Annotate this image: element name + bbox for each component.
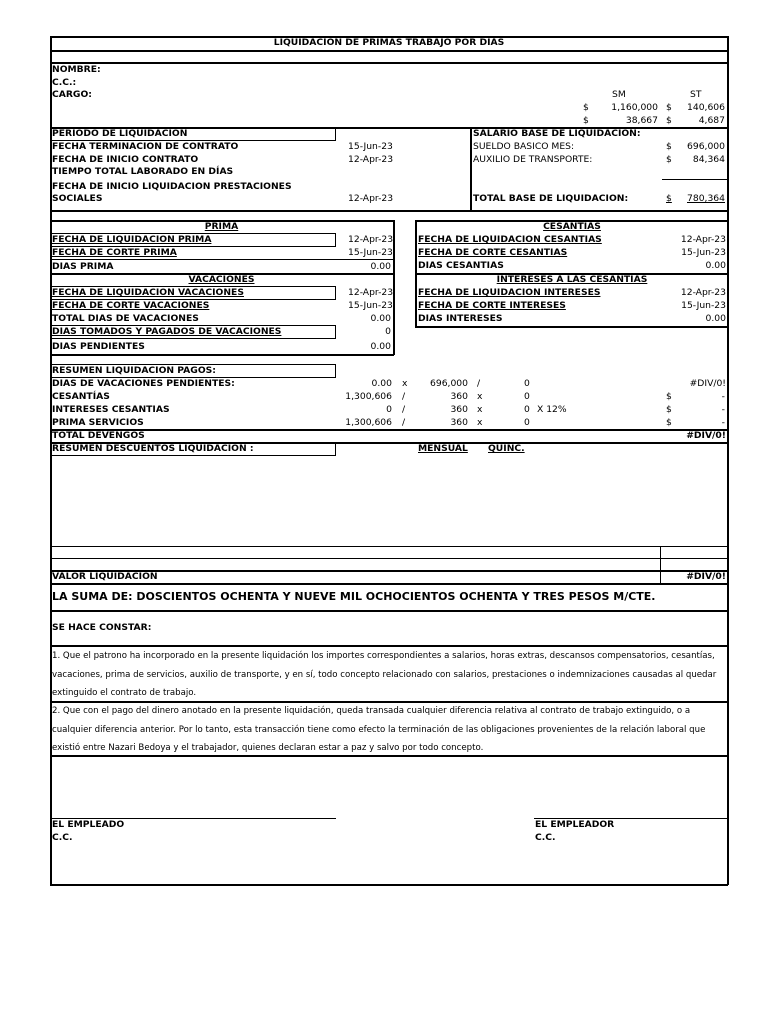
total-base-label: TOTAL BASE DE LIQUIDACION:	[473, 193, 629, 204]
sm-day-currency: $	[583, 115, 589, 126]
vac-tomados-label: DIAS TOMADOS Y PAGADOS DE VACACIONES	[52, 326, 282, 337]
prima-liq-value: 12-Apr-23	[348, 234, 394, 245]
prima-dias-value: 0.00	[370, 261, 391, 272]
total-devengos-label: TOTAL DEVENGOS	[52, 430, 145, 441]
resumen-row-op1: x	[402, 378, 408, 389]
resumen-row-label: CESANTÍAS	[52, 391, 110, 402]
salario-title: SALARIO BASE DE LIQUIDACION:	[473, 128, 641, 139]
mensual-label: MENSUAL	[418, 443, 468, 454]
st-currency: $	[666, 102, 672, 113]
int-dias-label: DIAS INTERESES	[418, 313, 503, 324]
resumen-row-b: 360	[450, 417, 468, 428]
vac-total-value: 0.00	[370, 313, 391, 324]
ces-liq-label: FECHA DE LIQUIDACION CESANTIAS	[418, 234, 602, 245]
st-label: ST	[690, 89, 702, 100]
vac-corte-value: 15-Jun-23	[348, 300, 393, 311]
vac-tomados-value: 0	[385, 326, 391, 337]
clause-2: 2. Que con el pago del dinero anotado en la presente liquidación, queda transada cualquier diferencia relativa al contrato de trabajo extinguido, o a cualquier diferencia anterior. Por lo tanto, esta transacción tiene como efecto la terminación de las obligaciones provenientes de la relación laboral que existió entre Nazari Bedoya y el trabajador, quienes declaran estar a paz y salvo por todo concepto.	[52, 706, 706, 753]
terminacion-value: 15-Jun-23	[348, 141, 393, 152]
st-day-currency: $	[666, 115, 672, 126]
prima-dias-label: DIAS PRIMA	[52, 261, 114, 272]
vac-title: VACACIONES	[188, 274, 255, 285]
sm-label: SM	[612, 89, 626, 100]
resumen-row-c: 0	[524, 378, 530, 389]
ces-corte-label: FECHA DE CORTE CESANTIAS	[418, 247, 568, 258]
resumen-row-label: INTERESES CESANTIAS	[52, 404, 170, 415]
int-bottom-line	[415, 326, 728, 328]
int-dias-value: 0.00	[705, 313, 726, 324]
inicio-label: FECHA DE INICIO CONTRATO	[52, 154, 199, 165]
resumen-row-extra: X 12%	[537, 404, 567, 415]
resumen-row-total: -	[721, 417, 725, 428]
constar-heading: SE HACE CONSTAR:	[52, 622, 152, 633]
auxilio-value: 84,364	[692, 154, 725, 165]
resumen-row-b: 360	[450, 391, 468, 402]
inicio-prest-value: 12-Apr-23	[348, 193, 394, 204]
descuentos-title: RESUMEN DESCUENTOS LIQUIDACION :	[52, 443, 254, 454]
resumen-row-total: #DIV/0!	[689, 378, 726, 389]
resumen-row-cur: $	[666, 404, 672, 415]
prima-corte-label: FECHA DE CORTE PRIMA	[52, 247, 177, 258]
resumen-row-op1: /	[402, 404, 406, 415]
resumen-row-op2: x	[477, 417, 483, 428]
vac-total-label: TOTAL DIAS DE VACACIONES	[52, 313, 199, 324]
resumen-row-op1: /	[402, 391, 406, 402]
empleado-label: EL EMPLEADO	[52, 819, 125, 830]
sueldo-label: SUELDO BASICO MES:	[473, 141, 575, 152]
int-corte-value: 15-Jun-23	[681, 300, 726, 311]
st-day-value: 4,687	[698, 115, 725, 126]
periodo-title: PERIODO DE LIQUIDACION	[52, 128, 188, 139]
resumen-row-label: PRIMA SERVICIOS	[52, 417, 144, 428]
int-liq-label: FECHA DE LIQUIDACION INTERESES	[418, 287, 601, 298]
ces-title: CESANTIAS	[543, 221, 601, 232]
prima-corte-value: 15-Jun-23	[348, 247, 393, 258]
auxilio-currency: $	[666, 154, 672, 165]
resumen-row-total: -	[721, 404, 725, 415]
quinc-label: QUINC.	[488, 443, 525, 454]
valor-bottom-line	[50, 583, 728, 585]
auxilio-label: AUXILIO DE TRANSPORTE:	[473, 154, 593, 165]
salario-divider	[50, 210, 728, 212]
resumen-row-c: 0	[524, 404, 530, 415]
frame-right	[727, 36, 729, 885]
clause-bottom-line	[50, 755, 728, 757]
resumen-row-op2: x	[477, 391, 483, 402]
frame-bottom	[50, 884, 728, 886]
int-title: INTERESES A LAS CESANTIAS	[496, 274, 648, 285]
nombre-label: NOMBRE:	[52, 64, 101, 75]
resumen-title: RESUMEN LIQUIDACION PAGOS:	[52, 365, 216, 376]
ces-dias-label: DIAS CESANTIAS	[418, 260, 504, 271]
resumen-row-op2: x	[477, 404, 483, 415]
vac-pendientes-label: DIAS PENDIENTES	[52, 341, 145, 352]
vac-corte-label: FECHA DE CORTE VACACIONES	[52, 300, 210, 311]
st-value: 140,606	[687, 102, 725, 113]
empleador-cc: C.C.	[535, 832, 556, 843]
document-title: LIQUIDACION DE PRIMAS TRABAJO POR DÍAS	[273, 37, 505, 48]
vac-liq-label: FECHA DE LIQUIDACION VACACIONES	[52, 287, 244, 298]
prima-title: PRIMA	[204, 221, 239, 232]
resumen-row-op2: /	[477, 378, 481, 389]
int-liq-value: 12-Apr-23	[680, 287, 726, 298]
valor-label: VALOR LIQUIDACION	[52, 571, 158, 582]
int-corte-label: FECHA DE CORTE INTERESES	[418, 300, 566, 311]
total-base-value: 780,364	[687, 193, 725, 204]
descuentos-line-2	[50, 558, 728, 559]
resumen-row-a: 1,300,606	[345, 417, 392, 428]
inicio-prest-label-1: FECHA DE INICIO LIQUIDACION PRESTACIONES	[52, 181, 292, 192]
ces-dias-value: 0.00	[705, 260, 726, 271]
terminacion-label: FECHA TERMINACION DE CONTRATO	[52, 141, 239, 152]
resumen-row-op1: /	[402, 417, 406, 428]
resumen-row-label: DIAS DE VACACIONES PENDIENTES:	[52, 378, 235, 389]
empleador-label: EL EMPLEADOR	[535, 819, 615, 830]
empleado-cc: C.C.	[52, 832, 73, 843]
sueldo-currency: $	[666, 141, 672, 152]
valor-value: #DIV/0!	[686, 571, 726, 582]
tiempo-label: TIEMPO TOTAL LABORADO EN DÍAS	[52, 166, 234, 177]
resumen-row-c: 0	[524, 417, 530, 428]
cargo-label: CARGO:	[52, 89, 92, 100]
salario-sum-line	[662, 179, 727, 180]
prima-right-border	[393, 220, 395, 355]
resumen-row-cur: $	[666, 417, 672, 428]
resumen-row-a: 0	[386, 404, 392, 415]
inicio-prest-label-2: SOCIALES	[52, 193, 103, 204]
devengos-top-line	[50, 429, 728, 431]
vac-pendientes-value: 0.00	[370, 341, 391, 352]
resumen-row-a: 1,300,606	[345, 391, 392, 402]
resumen-row-b: 696,000	[430, 378, 468, 389]
resumen-row-total: -	[721, 391, 725, 402]
sm-value: 1,160,000	[611, 102, 658, 113]
resumen-row-c: 0	[524, 391, 530, 402]
salario-left-border	[470, 127, 472, 211]
resumen-row-a: 0.00	[371, 378, 392, 389]
ces-corte-value: 15-Jun-23	[681, 247, 726, 258]
vac-bottom-line	[50, 354, 394, 356]
sueldo-value: 696,000	[687, 141, 725, 152]
inicio-value: 12-Apr-23	[348, 154, 394, 165]
resumen-row-cur: $	[666, 391, 672, 402]
suma-text: LA SUMA DE: DOSCIENTOS OCHENTA Y NUEVE MIL OCHOCIENTOS OCHENTA Y TRES PESOS M/CTE.	[52, 590, 656, 603]
suma-bottom-line	[50, 610, 728, 612]
clause-1: 1. Que el patrono ha incorporado en la presente liquidación los importes correspondientes a salarios, horas extras, descansos compensatorios, cesantías, vacaciones, prima de servicios, auxilio de transporte, y en sí, todo concepto relacionado con salarios, prestaciones o indemnizaciones causadas al quedar extinguido el contrato de trabajo.	[52, 651, 717, 698]
vac-liq-value: 12-Apr-23	[348, 287, 394, 298]
prima-liq-label: FECHA DE LIQUIDACION PRIMA	[52, 234, 212, 245]
sm-currency: $	[583, 102, 589, 113]
title-divider-2	[50, 62, 728, 64]
prima-row-line	[50, 259, 394, 260]
resumen-row-b: 360	[450, 404, 468, 415]
title-divider	[50, 50, 728, 52]
total-devengos-value: #DIV/0!	[686, 430, 726, 441]
cc-label: C.C.:	[52, 77, 77, 88]
total-base-currency: $	[666, 193, 672, 204]
descuentos-line-1	[50, 546, 728, 547]
ces-liq-value: 12-Apr-23	[680, 234, 726, 245]
sm-day-value: 38,667	[625, 115, 658, 126]
